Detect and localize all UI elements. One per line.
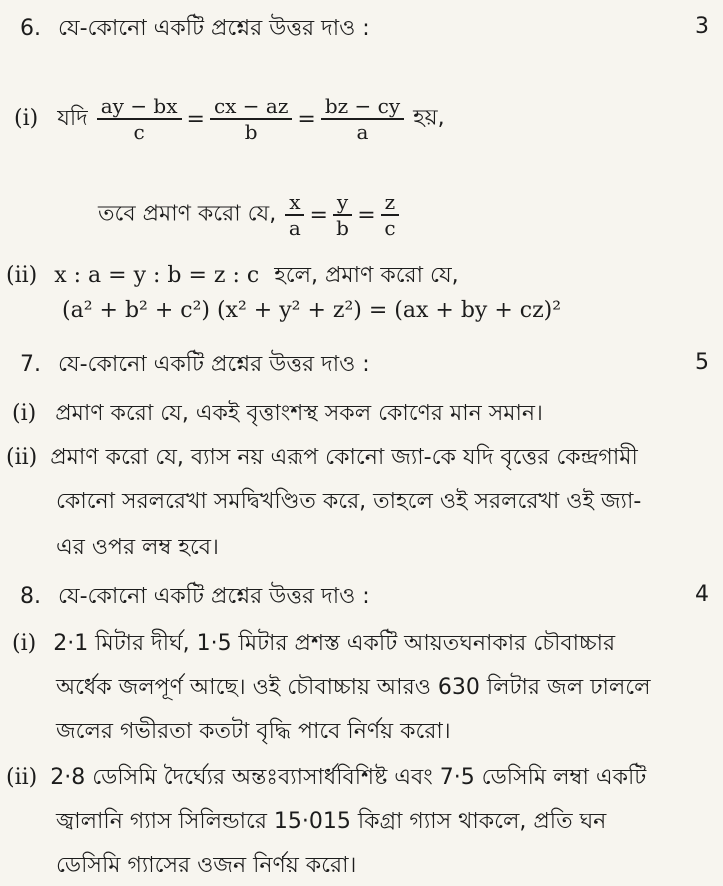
q6-i-p1	[285, 190, 304, 240]
q7-ii-line1-text: প্রমাণ করো যে, ব্যাস নয় এরূপ কোনো জ্যা-কে যদি বৃত্তের কেন্দ্রগামী	[50, 445, 638, 470]
p2-denominator: b	[336, 216, 349, 240]
q8-ii-line1	[6, 760, 646, 797]
q6-i-label: (i)	[14, 106, 39, 131]
frac1-numerator: ay − bx	[97, 94, 182, 120]
q8-ii-label: (ii)	[6, 765, 38, 790]
q6-i-p2	[333, 190, 352, 240]
p2-numerator: y	[333, 190, 352, 216]
q6-i-suffix: হয়,	[413, 105, 445, 131]
q8-marks: 4	[695, 582, 709, 607]
p3-denominator: c	[384, 216, 396, 240]
q6-i-frac3	[321, 94, 404, 144]
q6-ii-ratio: x : a = y : b = z : c	[54, 263, 260, 288]
q7-marks: 5	[695, 350, 709, 375]
q6-heading	[20, 14, 370, 44]
equals-sign: =	[309, 202, 328, 228]
q7-number: 7.	[20, 352, 41, 377]
q8-ii-line1-text: 2·8 ডেসিমি দৈর্ঘ্যের অন্তঃব্যাসার্ধবিশিষ্ট এবং 7·5 ডেসিমি লম্বা একটি	[50, 765, 647, 790]
q8-i-line1-text: 2·1 মিটার দীর্ঘ, 1·5 মিটার প্রশস্ত একটি আয়তঘনাকার চৌবাচ্চার	[53, 631, 616, 656]
q6-instruction: যে-কোনো একটি প্রশ্নের উত্তর দাও :	[58, 16, 370, 41]
q6-i-frac2	[210, 94, 292, 144]
q6-i	[14, 94, 445, 144]
q6-i-prove	[98, 190, 401, 240]
q6-ii-line1-text: হলে, প্রমাণ করো যে,	[274, 263, 459, 288]
q7-ii-line1	[6, 440, 638, 477]
q7-heading	[20, 350, 370, 380]
q8-heading	[20, 582, 370, 612]
q7-ii-label: (ii)	[6, 445, 38, 470]
p1-numerator: x	[285, 190, 304, 216]
q8-i-label: (i)	[12, 631, 37, 656]
p1-denominator: a	[288, 216, 301, 240]
q7-ii-line3: এর ওপর লম্ব হবে।	[56, 535, 219, 560]
q8-i-line2: অর্ধেক জলপূর্ণ আছে। ওই চৌবাচ্চায় আরও 630 লিটার জল ঢাললে	[56, 675, 651, 700]
q6-i-prove-text: তবে প্রমাণ করো যে,	[98, 201, 277, 227]
frac2-denominator: b	[244, 120, 258, 144]
q8-instruction: যে-কোনো একটি প্রশ্নের উত্তর দাও :	[58, 584, 370, 609]
q7-ii-line2: কোনো সরলরেখা সমদ্বিখণ্ডিত করে, তাহলে ওই সরলরেখা ওই জ্যা-	[56, 489, 642, 514]
q7-i	[12, 396, 543, 433]
q8-ii-line2: জ্বালানি গ্যাস সিলিন্ডারে 15·015 কিগ্রা গ্যাস থাকলে, প্রতি ঘন	[56, 809, 607, 834]
q7-instruction: যে-কোনো একটি প্রশ্নের উত্তর দাও :	[58, 352, 370, 377]
q6-ii-label: (ii)	[6, 263, 38, 288]
q6-i-frac1	[97, 94, 182, 144]
q6-marks: 3	[695, 14, 709, 39]
frac2-numerator: cx − az	[210, 94, 292, 120]
q6-number: 6.	[20, 16, 41, 41]
frac3-numerator: bz − cy	[321, 94, 404, 120]
q7-i-text: প্রমাণ করো যে, একই বৃত্তাংশস্থ সকল কোণের মান সমান।	[55, 401, 543, 426]
equals-sign: =	[297, 106, 316, 132]
q7-i-label: (i)	[12, 401, 37, 426]
q8-i-line1	[12, 626, 615, 663]
q6-ii-line1	[6, 258, 459, 295]
equals-sign: =	[357, 202, 376, 228]
q6-i-prefix: যদি	[57, 105, 88, 131]
frac1-denominator: c	[133, 120, 145, 144]
q8-i-line3: জলের গভীরতা কতটা বৃদ্ধি পাবে নির্ণয় করো।	[56, 719, 451, 744]
q6-ii-line2: (a² + b² + c²) (x² + y² + z²) = (ax + by + cz)²	[62, 298, 562, 323]
q8-number: 8.	[20, 584, 41, 609]
frac3-denominator: a	[356, 120, 369, 144]
equals-sign: =	[186, 106, 205, 132]
p3-numerator: z	[381, 190, 400, 216]
q6-i-p3	[381, 190, 400, 240]
q8-ii-line3: ডেসিমি গ্যাসের ওজন নির্ণয় করো।	[56, 853, 357, 878]
